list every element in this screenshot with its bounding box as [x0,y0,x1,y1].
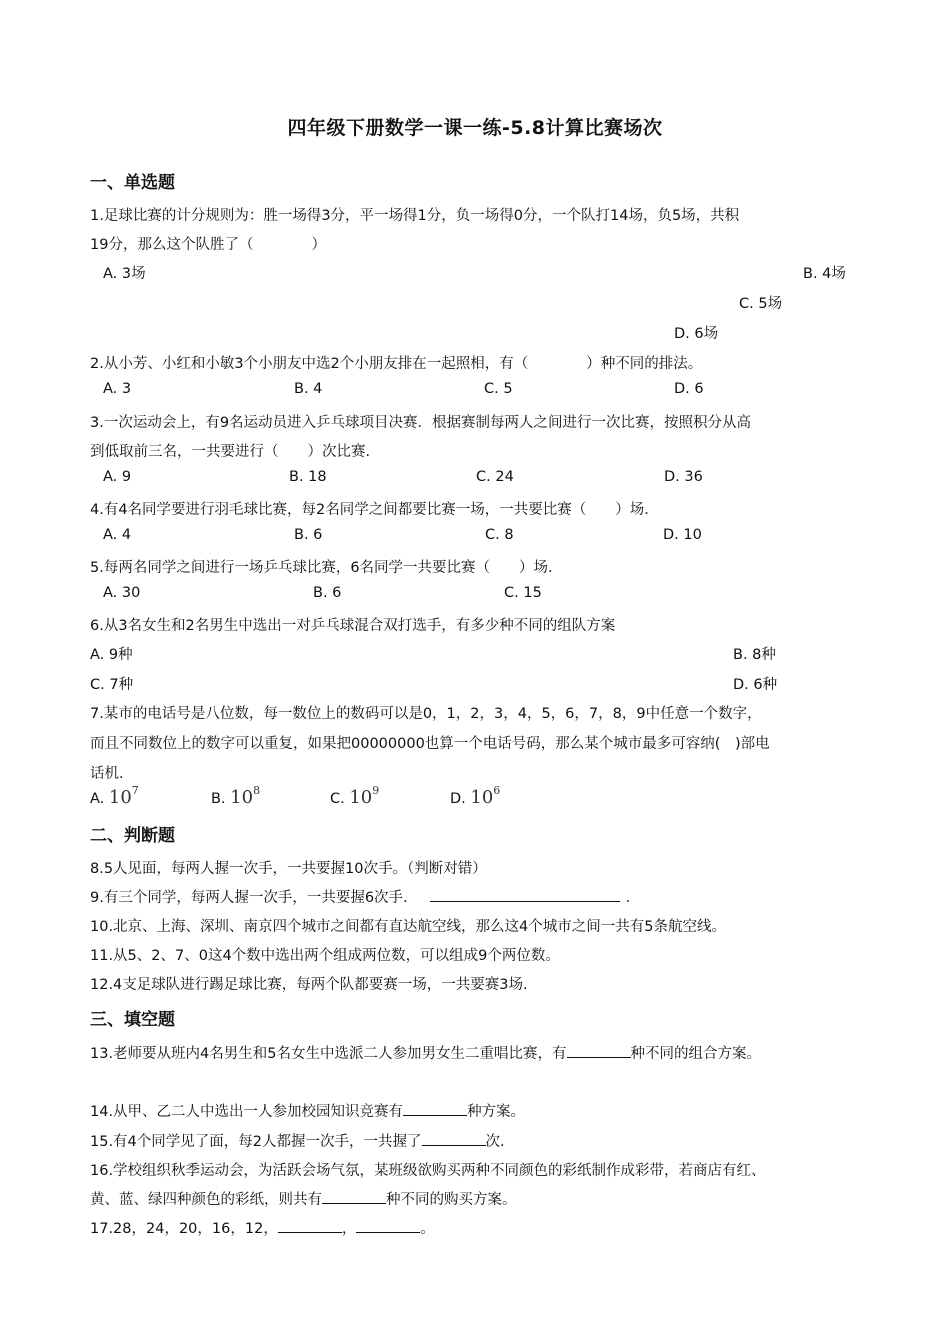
q14-answer-blank[interactable] [403,1101,467,1116]
question-8: 8.5人见面，每两人握一次手，一共要握10次手。（判断对错） [90,861,487,877]
q7-option-a-base: 10 [108,787,132,808]
q7-option-d [450,786,500,808]
question-9-end: ． [625,890,641,906]
q4-option-c: C. 8 [485,527,514,543]
question-13-end: 种不同的组合方案。 [630,1046,762,1062]
question-12: 12.4支足球队进行踢足球比赛，每两个队都要赛一场，一共要赛3场. [90,977,528,993]
question-13-text: 13.老师要从班内4名男生和5名女生中选派二人参加男女生二重唱比赛，有 [90,1046,567,1062]
question-16-text: 黄、蓝、绿四种颜色的彩纸，则共有 [90,1192,322,1208]
question-15 [90,1128,862,1157]
question-1-line-1: 1.足球比赛的计分规则为：胜一场得3分，平一场得1分，负一场得0分，一个队打14场，负5场，共积 [90,208,740,224]
q6-option-a: A. 9种 [90,647,133,663]
q7-option-a-exponent: 7 [131,784,139,797]
q1-option-a: A. 3场 [103,266,146,282]
q3-option-a: A. 9 [103,469,132,485]
question-16-end: 种不同的购买方案。 [386,1192,517,1208]
question-14-text: 14.从甲、乙二人中选出一人参加校园知识竞赛有 [90,1104,404,1120]
q17-answer-blank-1[interactable] [278,1218,342,1233]
question-7-line-2: 而且不同数位上的数字可以重复，如果把00000000也算一个电话号码，那么某个城市最多可容纳( )部电 [90,736,770,752]
q9-answer-blank[interactable] [430,887,620,902]
q1-option-d: D. 6场 [674,326,719,342]
section-heading-single-choice: 一、单选题 [90,173,175,193]
q7-option-c [330,786,379,808]
q4-option-b: B. 6 [294,527,323,543]
question-4: 4.有4名同学要进行羽毛球比赛，每2名同学之间都要比赛一场，一共要比赛（ ）场． [90,502,659,518]
question-11: 11.从5、2、7、0这4个数中选出两个组成两位数，可以组成9个两位数。 [90,948,560,964]
q2-option-a: A. 3 [103,381,132,397]
q17-answer-blank-2[interactable] [356,1218,420,1233]
q2-option-c: C. 5 [484,381,513,397]
question-3-line-1: 3.一次运动会上，有9名运动员进入乒乓球项目决赛．根据赛制每两人之间进行一次比赛，按照积分从高 [90,415,752,431]
section-heading-fill-blank: 三、填空题 [90,1010,175,1030]
q7-option-b [211,786,260,808]
q15-answer-blank[interactable] [422,1131,486,1146]
question-17-text: 17.28，24，20，16，12， [90,1221,278,1237]
question-16-line-2 [90,1186,862,1215]
q7-option-b-math [230,784,261,808]
q3-option-b: B. 18 [289,469,327,485]
q6-option-d: D. 6种 [733,677,778,693]
q5-option-c: C. 15 [504,585,542,601]
question-17 [90,1215,862,1244]
q4-option-d: D. 10 [663,527,702,543]
q7-option-a [90,786,139,808]
q7-option-a-label: A. [90,791,109,807]
question-1-line-2: 19分，那么这个队胜了（ ） [90,237,326,253]
question-6: 6.从3名女生和2名男生中选出一对乒乓球混合双打选手，有多少种不同的组队方案 [90,618,616,634]
question-15-text: 15.有4个同学见了面，每2人都握一次手，一共握了 [90,1134,422,1150]
question-9-text: 9.有三个同学，每两人握一次手，一共要握6次手． [90,890,418,906]
q1-option-c: C. 5场 [739,296,783,312]
question-5: 5.每两名同学之间进行一场乒乓球比赛，6名同学一共要比赛（ ）场． [90,560,563,576]
question-16-line-1: 16.学校组织秋季运动会，为活跃会场气氛，某班级欲购买两种不同颜色的彩纸制作成彩带，若商店有红、 [90,1163,766,1179]
q7-option-c-exponent: 9 [372,784,380,797]
q16-answer-blank[interactable] [322,1189,386,1204]
question-15-end: 次． [485,1134,515,1150]
q6-option-b: B. 8种 [733,647,776,663]
q7-option-d-base: 10 [470,787,494,808]
question-2: 2.从小芳、小红和小敏3个小朋友中选2个小朋友排在一起照相，有（ ）种不同的排法。 [90,356,703,372]
q3-option-d: D. 36 [664,469,703,485]
question-13 [90,1040,862,1069]
q7-option-d-math [470,784,501,808]
q7-option-c-math [349,784,380,808]
section-heading-true-false: 二、判断题 [90,826,175,846]
q7-option-c-label: C. [330,791,350,807]
question-9 [90,884,862,913]
q2-option-d: D. 6 [674,381,704,397]
q7-option-d-exponent: 6 [493,784,501,797]
q13-answer-blank[interactable] [567,1043,631,1058]
q2-option-b: B. 4 [294,381,323,397]
question-17-separator: ， [341,1221,357,1237]
question-7-line-1: 7.某市的电话号是八位数，每一数位上的数码可以是0，1，2，3，4，5，6，7，8，9中任意一个数字， [90,706,762,722]
q6-option-c: C. 7种 [90,677,134,693]
q7-option-d-label: D. [450,791,471,807]
q4-option-a: A. 4 [103,527,132,543]
q7-option-b-label: B. [211,791,231,807]
q3-option-c: C. 24 [476,469,514,485]
question-17-end: 。 [420,1221,435,1237]
question-3-line-2: 到低取前三名，一共要进行（ ）次比赛． [90,444,380,460]
question-10: 10.北京、上海、深圳、南京四个城市之间都有直达航空线，那么这4个城市之间一共有5条航空线。 [90,919,727,935]
q1-option-b: B. 4场 [803,266,846,282]
q7-option-b-base: 10 [230,787,254,808]
q7-option-c-base: 10 [349,787,373,808]
question-7-line-3: 话机． [90,766,134,782]
question-14 [90,1098,862,1127]
q5-option-a: A. 30 [103,585,141,601]
question-14-end: 种方案。 [467,1104,526,1120]
q7-option-b-exponent: 8 [253,784,261,797]
page-title: 四年级下册数学一课一练-5.8计算比赛场次 [287,117,663,139]
q7-option-a-math [108,784,139,808]
q5-option-b: B. 6 [313,585,342,601]
